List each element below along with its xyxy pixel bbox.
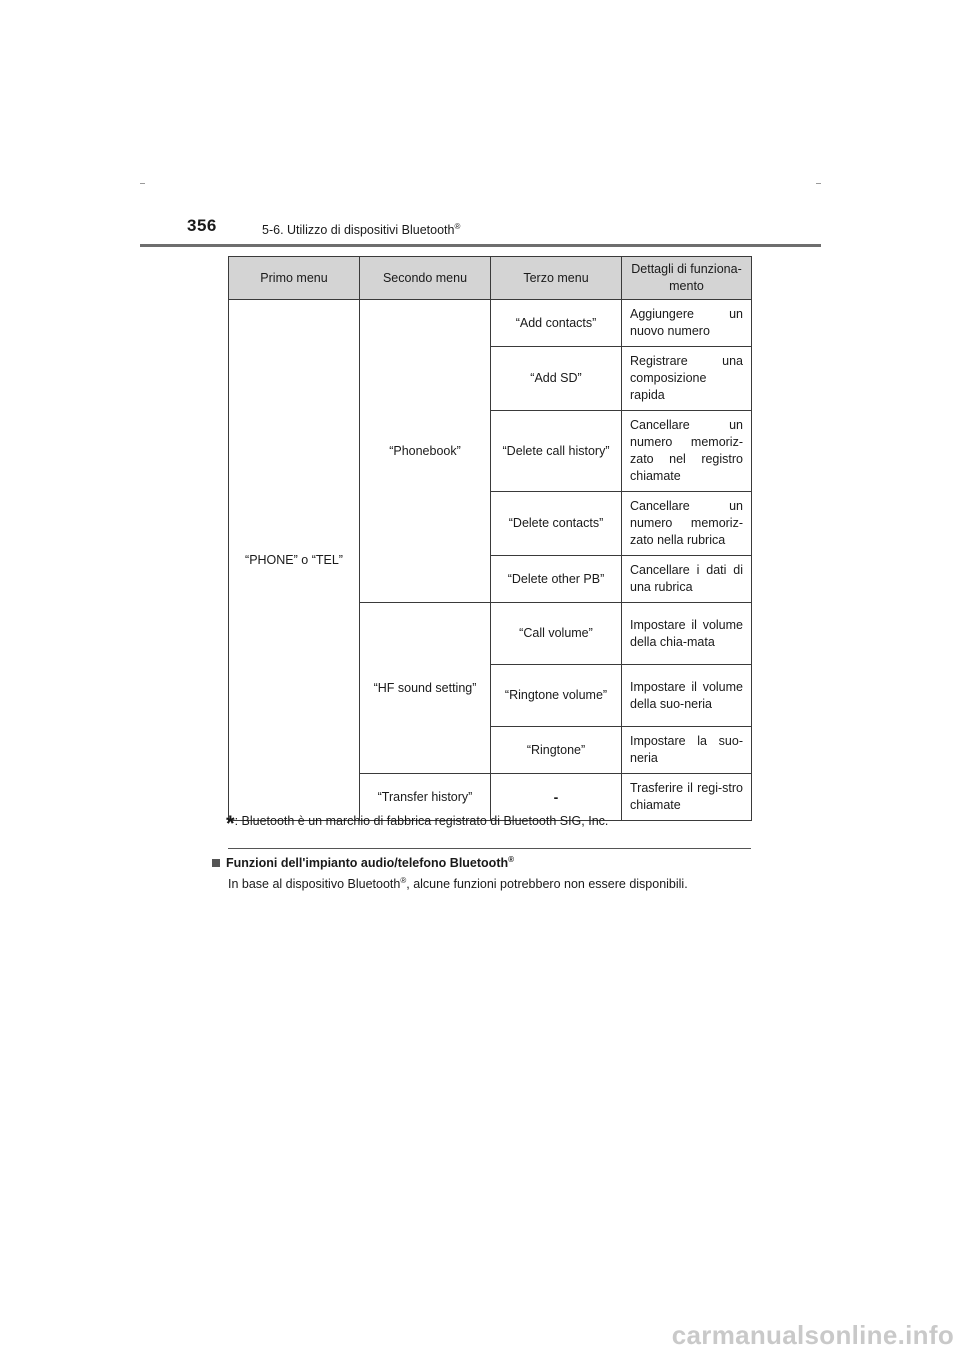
registered-mark: ® bbox=[454, 222, 461, 231]
second-menu-cell: “Phonebook” bbox=[360, 300, 491, 603]
detail-cell: Impostare il volume della suo-neria bbox=[622, 665, 752, 727]
column-header: Terzo menu bbox=[491, 257, 622, 300]
detail-cell: Registrare una composizione rapida bbox=[622, 347, 752, 411]
third-menu-cell: “Call volume” bbox=[491, 603, 622, 665]
second-menu-cell: “HF sound setting” bbox=[360, 603, 491, 774]
third-menu-cell: “Delete call history” bbox=[491, 411, 622, 492]
column-header: Dettagli di funziona-mento bbox=[622, 257, 752, 300]
registered-mark: ® bbox=[508, 855, 515, 864]
third-menu-cell: “Delete contacts” bbox=[491, 492, 622, 556]
third-menu-cell: “Delete other PB” bbox=[491, 556, 622, 603]
section-title bbox=[262, 222, 460, 237]
second-menu-cell: “Transfer history” bbox=[360, 774, 491, 821]
registered-mark: ® bbox=[400, 876, 407, 885]
third-menu-cell: “Add SD” bbox=[491, 347, 622, 411]
footnote bbox=[226, 811, 608, 837]
crop-mark-left bbox=[140, 183, 145, 184]
crop-mark-right bbox=[816, 183, 821, 184]
body-paragraph bbox=[228, 876, 688, 891]
section-title-text: 5-6. Utilizzo di dispositivi Bluetooth bbox=[262, 223, 455, 238]
asterisk-mark: * bbox=[226, 811, 235, 836]
third-menu-cell: “Ringtone” bbox=[491, 727, 622, 774]
detail-cell: Impostare la suo-neria bbox=[622, 727, 752, 774]
detail-cell: Cancellare un numero memoriz-zato nella rubrica bbox=[622, 492, 752, 556]
third-menu-cell: - bbox=[491, 774, 622, 821]
detail-cell: Aggiungere un nuovo numero bbox=[622, 300, 752, 347]
table-row bbox=[229, 300, 752, 347]
menu-table bbox=[228, 256, 752, 821]
first-menu-cell: “PHONE” o “TEL” bbox=[229, 300, 360, 821]
detail-cell: Trasferire il regi-stro chiamate bbox=[622, 774, 752, 821]
page-number: 356 bbox=[187, 216, 217, 235]
section-divider bbox=[228, 848, 751, 849]
header-rule bbox=[140, 244, 821, 247]
table-header-row bbox=[229, 257, 752, 300]
column-header: Secondo menu bbox=[360, 257, 491, 300]
detail-cell: Cancellare i dati di una rubrica bbox=[622, 556, 752, 603]
body-text-end: , alcune funzioni potrebbero non essere disponibili. bbox=[406, 877, 688, 892]
square-bullet-icon bbox=[212, 859, 220, 867]
watermark-logo: carmanualsonline.info bbox=[671, 1320, 954, 1350]
section-heading bbox=[212, 855, 514, 870]
body-text-start: In base al dispositivo Bluetooth bbox=[228, 877, 401, 892]
third-menu-cell: “Ringtone volume” bbox=[491, 665, 622, 727]
detail-cell: Impostare il volume della chia-mata bbox=[622, 603, 752, 665]
column-header: Primo menu bbox=[229, 257, 360, 300]
third-menu-cell: “Add contacts” bbox=[491, 300, 622, 347]
footnote-text: : Bluetooth è un marchio di fabbrica registrato di Bluetooth SIG, Inc. bbox=[234, 814, 609, 828]
section-heading-text: Funzioni dell'impianto audio/telefono Bluetooth bbox=[226, 856, 509, 871]
detail-cell: Cancellare un numero memoriz-zato nel registro chiamate bbox=[622, 411, 752, 492]
